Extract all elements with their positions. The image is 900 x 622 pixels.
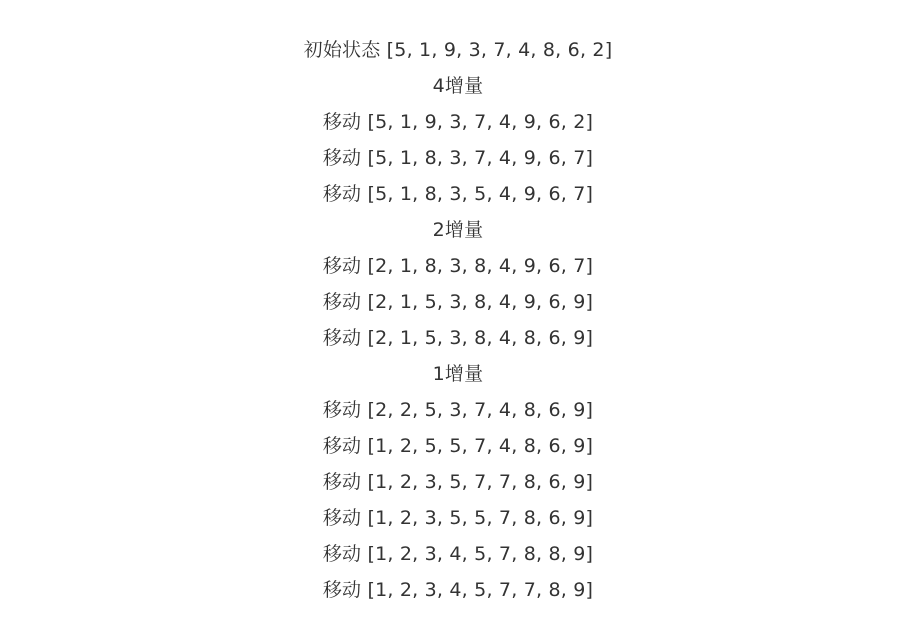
move-line: 移动 [2, 1, 5, 3, 8, 4, 8, 6, 9] [322, 327, 594, 349]
move-line: 移动 [1, 2, 3, 4, 5, 7, 7, 8, 9] [322, 579, 594, 601]
gap-header-1: 1增量 [432, 363, 484, 385]
gap-header-4: 4增量 [432, 75, 484, 97]
move-line: 移动 [1, 2, 3, 4, 5, 7, 8, 8, 9] [322, 543, 594, 565]
move-line: 移动 [1, 2, 5, 5, 7, 4, 8, 6, 9] [322, 435, 594, 457]
move-line: 移动 [5, 1, 8, 3, 5, 4, 9, 6, 7] [322, 183, 594, 205]
move-line: 移动 [1, 2, 3, 5, 5, 7, 8, 6, 9] [322, 507, 594, 529]
move-line: 移动 [1, 2, 3, 5, 7, 7, 8, 6, 9] [322, 471, 594, 493]
move-line: 移动 [2, 2, 5, 3, 7, 4, 8, 6, 9] [322, 399, 594, 421]
move-line: 移动 [5, 1, 9, 3, 7, 4, 9, 6, 2] [322, 111, 594, 133]
move-line: 移动 [2, 1, 5, 3, 8, 4, 9, 6, 9] [322, 291, 594, 313]
move-line: 移动 [2, 1, 8, 3, 8, 4, 9, 6, 7] [322, 255, 594, 277]
initial-state-line: 初始状态 [5, 1, 9, 3, 7, 4, 8, 6, 2] [303, 39, 613, 61]
gap-header-2: 2增量 [432, 219, 484, 241]
move-line: 移动 [5, 1, 8, 3, 7, 4, 9, 6, 7] [322, 147, 594, 169]
